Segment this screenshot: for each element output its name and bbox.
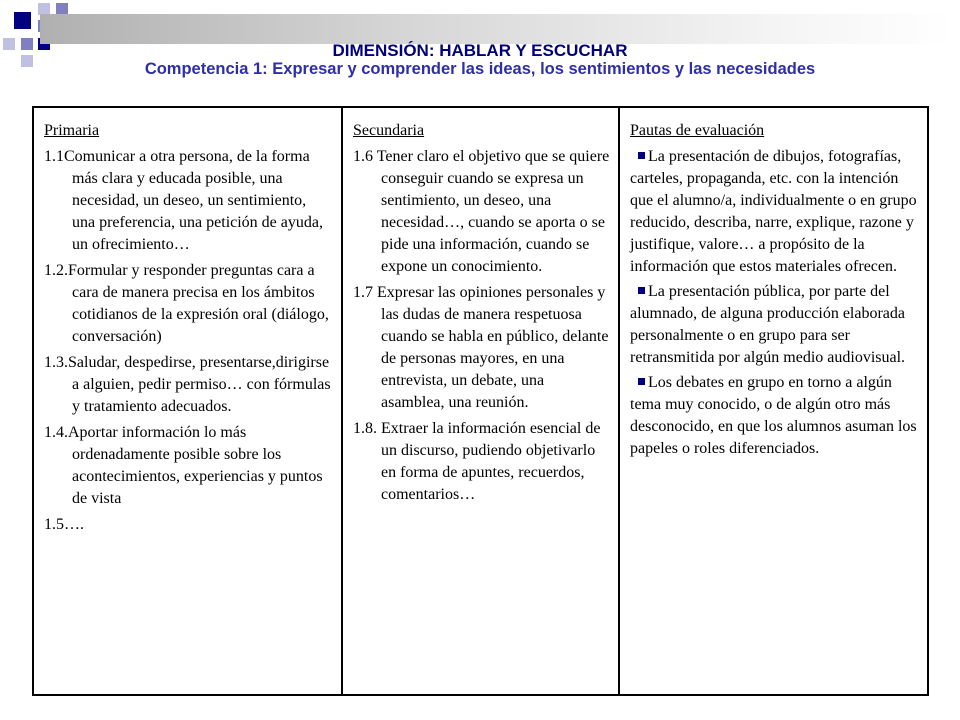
slide-title: [60, 41, 900, 78]
secundaria-heading: Secundaria: [353, 122, 425, 139]
pautas-column: [620, 108, 927, 694]
secundaria-column: [343, 108, 620, 694]
secundaria-item: 1.6 Tener claro el objetivo que se quiere conseguir cuando se expresa un sentimiento, un deseo, una necesidad…, cuando se aporta o se pide una información, cuando se expone un conocimiento.: [353, 148, 610, 275]
corner-square-icon: [14, 12, 31, 29]
header-gradient-bar: [40, 14, 955, 44]
pautas-item: [630, 146, 921, 278]
square-bullet-icon: [638, 152, 645, 159]
square-bullet-icon: [638, 287, 645, 294]
competence-subtitle: Competencia 1: Expresar y comprender las ideas, los sentimientos y las necesidades: [144, 60, 816, 78]
square-bullet-icon: [638, 378, 645, 385]
secundaria-item: 1.7 Expresar las opiniones personales y las dudas de manera respetuosa cuando se habla en público, delante de personas mayores, en una entrevista, un debate, una asamblea, una reunión.: [353, 284, 609, 411]
pautas-item: [630, 281, 921, 369]
corner-square-icon: [21, 55, 33, 67]
primaria-item: 1.2.Formular y responder preguntas cara a cara de manera precisa en los ámbitos cotidianos de la expresión oral (diálogo, conversación): [44, 262, 329, 345]
competence-table: [32, 106, 929, 696]
pautas-item-text: La presentación pública, por parte del alumnado, de alguna producción elaborada personalmente o en grupo para ser retransmitida por algún medio audiovisual.: [630, 283, 906, 366]
primaria-item: 1.1Comunicar a otra persona, de la forma más clara y educada posible, una necesidad, un deseo, un sentimiento, una preferencia, una petición de ayuda, un ofrecimiento…: [44, 148, 323, 253]
primaria-heading: Primaria: [44, 122, 100, 139]
corner-square-icon: [21, 38, 33, 50]
pautas-item-text: Los debates en grupo en torno a algún tema muy conocido, o de algún otro más desconocido, en que los alumnos asuman los papeles o roles diferenciados.: [630, 374, 917, 457]
primaria-item: 1.3.Saludar, despedirse, presentarse,dirigirse a alguien, pedir permiso… con fórmulas y tratamiento adecuados.: [44, 354, 331, 415]
corner-square-icon: [3, 38, 15, 50]
pautas-item: [630, 372, 921, 460]
primaria-item: 1.5….: [44, 516, 84, 533]
secundaria-item: 1.8. Extraer la información esencial de un discurso, pudiendo objetivarlo en forma de apuntes, recuerdos, comentarios…: [353, 420, 601, 503]
pautas-item-text: La presentación de dibujos, fotografías, carteles, propaganda, etc. con la intención que el alumno/a, individualmente o en grupo reducido, describa, narre, explique, razone y justifique, valore… a propósito de la información que estos materiales ofrecen.: [630, 148, 917, 275]
dimension-title: DIMENSIÓN: HABLAR Y ESCUCHAR: [332, 41, 628, 60]
pautas-heading: Pautas de evaluación: [630, 122, 765, 139]
primaria-item: 1.4.Aportar información lo más ordenadamente posible sobre los acontecimientos, experiencias y puntos de vista: [44, 424, 323, 507]
primaria-column: [34, 108, 343, 694]
